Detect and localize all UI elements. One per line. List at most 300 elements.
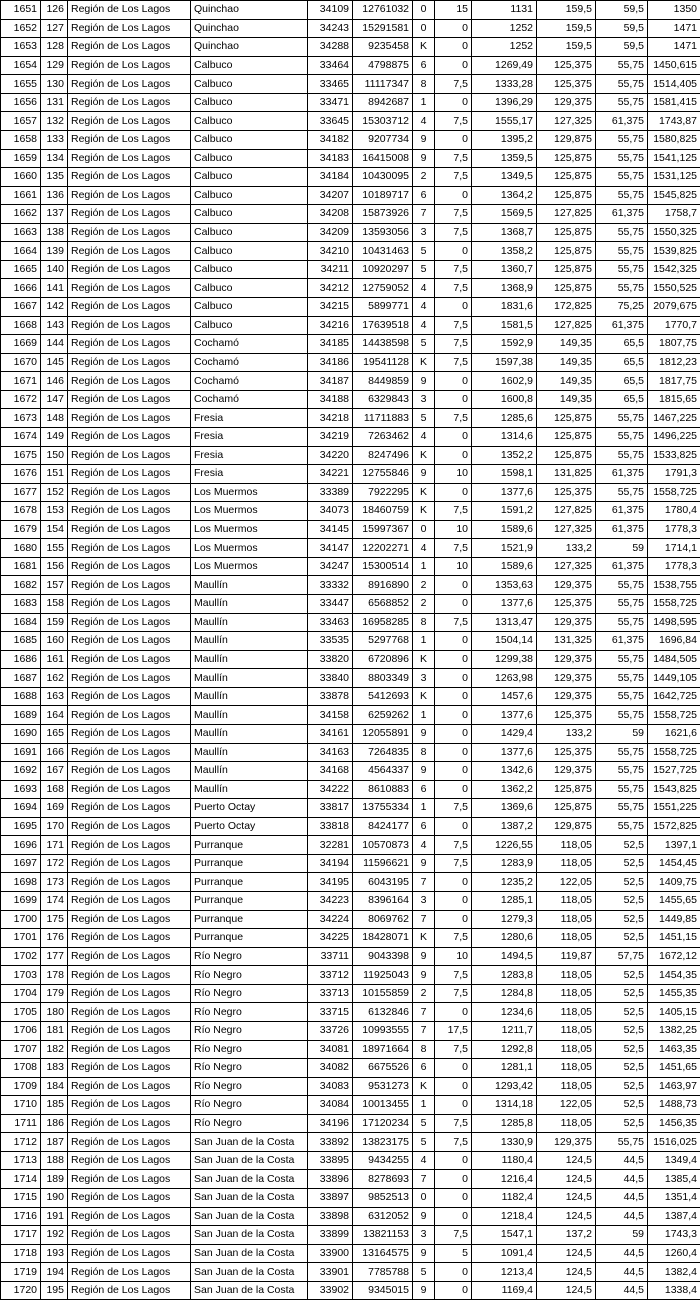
cell-region[interactable]: Región de Los Lagos: [68, 446, 191, 465]
cell-comuna[interactable]: Maullín: [191, 576, 308, 595]
cell-col8[interactable]: 0: [435, 892, 472, 911]
cell-col12[interactable]: 1542,325: [648, 260, 700, 279]
cell-code[interactable]: 33840: [308, 669, 353, 688]
cell-comuna[interactable]: Maullín: [191, 613, 308, 632]
cell-row[interactable]: 1691: [1, 743, 41, 762]
cell-index[interactable]: 157: [41, 576, 68, 595]
cell-col11[interactable]: 55,75: [596, 687, 648, 706]
cell-row[interactable]: 1653: [1, 38, 41, 57]
cell-col12[interactable]: 1498,595: [648, 613, 700, 632]
cell-index[interactable]: 147: [41, 390, 68, 409]
cell-dv[interactable]: 9: [413, 966, 435, 985]
cell-rut[interactable]: 5297768: [353, 632, 413, 651]
cell-comuna[interactable]: Puerto Octay: [191, 799, 308, 818]
cell-dv[interactable]: 5: [413, 1133, 435, 1152]
cell-comuna[interactable]: Purranque: [191, 836, 308, 855]
cell-rut[interactable]: 18971664: [353, 1040, 413, 1059]
cell-col12[interactable]: 1539,825: [648, 242, 700, 261]
cell-rut[interactable]: 8942687: [353, 93, 413, 112]
cell-col12[interactable]: 1527,725: [648, 762, 700, 781]
cell-code[interactable]: 34221: [308, 465, 353, 484]
cell-index[interactable]: 173: [41, 873, 68, 892]
cell-col9[interactable]: 1182,4: [472, 1189, 537, 1208]
cell-rut[interactable]: 4798875: [353, 56, 413, 75]
cell-col11[interactable]: 55,75: [596, 149, 648, 168]
cell-comuna[interactable]: Maullín: [191, 724, 308, 743]
cell-rut[interactable]: 9345015: [353, 1281, 413, 1300]
cell-col10[interactable]: 118,05: [537, 984, 596, 1003]
cell-comuna[interactable]: Maullín: [191, 687, 308, 706]
cell-col9[interactable]: 1299,38: [472, 650, 537, 669]
cell-col9[interactable]: 1353,63: [472, 576, 537, 595]
cell-region[interactable]: Región de Los Lagos: [68, 1207, 191, 1226]
cell-col8[interactable]: 0: [435, 446, 472, 465]
cell-code[interactable]: 33465: [308, 75, 353, 94]
cell-index[interactable]: 195: [41, 1281, 68, 1300]
cell-col10[interactable]: 149,35: [537, 335, 596, 354]
cell-index[interactable]: 187: [41, 1133, 68, 1152]
cell-col9[interactable]: 1285,8: [472, 1114, 537, 1133]
cell-dv[interactable]: 9: [413, 465, 435, 484]
cell-dv[interactable]: 2: [413, 168, 435, 187]
cell-col12[interactable]: 1455,65: [648, 892, 700, 911]
cell-code[interactable]: 33711: [308, 947, 353, 966]
cell-region[interactable]: Región de Los Lagos: [68, 1133, 191, 1152]
cell-comuna[interactable]: Maullín: [191, 650, 308, 669]
cell-rut[interactable]: 15300514: [353, 557, 413, 576]
cell-comuna[interactable]: Purranque: [191, 910, 308, 929]
cell-region[interactable]: Región de Los Lagos: [68, 799, 191, 818]
cell-col12[interactable]: 1642,725: [648, 687, 700, 706]
cell-col10[interactable]: 133,2: [537, 724, 596, 743]
cell-region[interactable]: Región de Los Lagos: [68, 335, 191, 354]
cell-region[interactable]: Región de Los Lagos: [68, 836, 191, 855]
cell-code[interactable]: 33447: [308, 595, 353, 614]
cell-index[interactable]: 177: [41, 947, 68, 966]
cell-index[interactable]: 179: [41, 984, 68, 1003]
cell-col12[interactable]: 1463,97: [648, 1077, 700, 1096]
cell-code[interactable]: 34195: [308, 873, 353, 892]
cell-col10[interactable]: 125,375: [537, 75, 596, 94]
cell-col12[interactable]: 1531,125: [648, 168, 700, 187]
cell-col10[interactable]: 122,05: [537, 873, 596, 892]
cell-row[interactable]: 1710: [1, 1096, 41, 1115]
cell-col10[interactable]: 124,5: [537, 1263, 596, 1282]
cell-row[interactable]: 1656: [1, 93, 41, 112]
cell-index[interactable]: 146: [41, 372, 68, 391]
cell-code[interactable]: 34073: [308, 502, 353, 521]
cell-row[interactable]: 1658: [1, 130, 41, 149]
cell-col11[interactable]: 55,75: [596, 613, 648, 632]
cell-col12[interactable]: 1743,87: [648, 112, 700, 131]
cell-col9[interactable]: 1377,6: [472, 706, 537, 725]
cell-col8[interactable]: 0: [435, 242, 472, 261]
cell-comuna[interactable]: Río Negro: [191, 1096, 308, 1115]
cell-row[interactable]: 1657: [1, 112, 41, 131]
cell-comuna[interactable]: Los Muermos: [191, 520, 308, 539]
cell-col12[interactable]: 1484,505: [648, 650, 700, 669]
cell-row[interactable]: 1666: [1, 279, 41, 298]
cell-comuna[interactable]: Maullín: [191, 743, 308, 762]
cell-col12[interactable]: 1463,35: [648, 1040, 700, 1059]
cell-code[interactable]: 34158: [308, 706, 353, 725]
cell-col8[interactable]: 0: [435, 1281, 472, 1300]
cell-rut[interactable]: 13755334: [353, 799, 413, 818]
cell-comuna[interactable]: Calbuco: [191, 279, 308, 298]
cell-rut[interactable]: 11596621: [353, 854, 413, 873]
cell-col12[interactable]: 1260,4: [648, 1244, 700, 1263]
cell-row[interactable]: 1675: [1, 446, 41, 465]
cell-col8[interactable]: 7,5: [435, 836, 472, 855]
cell-col8[interactable]: 0: [435, 595, 472, 614]
cell-col11[interactable]: 59,5: [596, 38, 648, 57]
cell-col12[interactable]: 1533,825: [648, 446, 700, 465]
cell-col9[interactable]: 1429,4: [472, 724, 537, 743]
cell-dv[interactable]: 3: [413, 223, 435, 242]
cell-col11[interactable]: 52,5: [596, 910, 648, 929]
cell-index[interactable]: 148: [41, 409, 68, 428]
cell-col11[interactable]: 55,75: [596, 799, 648, 818]
cell-col12[interactable]: 1581,415: [648, 93, 700, 112]
cell-index[interactable]: 137: [41, 205, 68, 224]
cell-region[interactable]: Región de Los Lagos: [68, 650, 191, 669]
cell-row[interactable]: 1713: [1, 1151, 41, 1170]
cell-code[interactable]: 34209: [308, 223, 353, 242]
cell-region[interactable]: Región de Los Lagos: [68, 724, 191, 743]
cell-comuna[interactable]: San Juan de la Costa: [191, 1133, 308, 1152]
cell-code[interactable]: 34109: [308, 1, 353, 20]
cell-comuna[interactable]: Los Muermos: [191, 483, 308, 502]
cell-rut[interactable]: 8278693: [353, 1170, 413, 1189]
cell-col9[interactable]: 1285,6: [472, 409, 537, 428]
cell-dv[interactable]: 2: [413, 576, 435, 595]
cell-index[interactable]: 174: [41, 892, 68, 911]
cell-comuna[interactable]: Fresia: [191, 446, 308, 465]
cell-code[interactable]: 34288: [308, 38, 353, 57]
cell-region[interactable]: Región de Los Lagos: [68, 502, 191, 521]
cell-col9[interactable]: 1598,1: [472, 465, 537, 484]
cell-index[interactable]: 186: [41, 1114, 68, 1133]
cell-col11[interactable]: 55,75: [596, 1133, 648, 1152]
cell-code[interactable]: 34207: [308, 186, 353, 205]
cell-row[interactable]: 1698: [1, 873, 41, 892]
cell-index[interactable]: 190: [41, 1189, 68, 1208]
cell-col10[interactable]: 125,875: [537, 260, 596, 279]
cell-index[interactable]: 151: [41, 465, 68, 484]
cell-dv[interactable]: K: [413, 483, 435, 502]
cell-index[interactable]: 139: [41, 242, 68, 261]
cell-col11[interactable]: 65,5: [596, 372, 648, 391]
cell-col9[interactable]: 1314,6: [472, 427, 537, 446]
cell-col12[interactable]: 1621,6: [648, 724, 700, 743]
cell-dv[interactable]: 4: [413, 112, 435, 131]
cell-rut[interactable]: 11925043: [353, 966, 413, 985]
cell-row[interactable]: 1660: [1, 168, 41, 187]
cell-row[interactable]: 1683: [1, 595, 41, 614]
cell-row[interactable]: 1711: [1, 1114, 41, 1133]
cell-code[interactable]: 34220: [308, 446, 353, 465]
cell-rut[interactable]: 10013455: [353, 1096, 413, 1115]
cell-col10[interactable]: 131,325: [537, 632, 596, 651]
cell-rut[interactable]: 16958285: [353, 613, 413, 632]
cell-index[interactable]: 140: [41, 260, 68, 279]
cell-rut[interactable]: 9434255: [353, 1151, 413, 1170]
cell-col9[interactable]: 1131: [472, 1, 537, 20]
cell-col8[interactable]: 7,5: [435, 168, 472, 187]
cell-index[interactable]: 128: [41, 38, 68, 57]
cell-index[interactable]: 160: [41, 632, 68, 651]
cell-col9[interactable]: 1591,2: [472, 502, 537, 521]
cell-rut[interactable]: 12202271: [353, 539, 413, 558]
cell-comuna[interactable]: Fresia: [191, 409, 308, 428]
cell-region[interactable]: Región de Los Lagos: [68, 1077, 191, 1096]
cell-region[interactable]: Región de Los Lagos: [68, 19, 191, 38]
cell-dv[interactable]: K: [413, 650, 435, 669]
cell-col8[interactable]: 10: [435, 465, 472, 484]
cell-col10[interactable]: 127,325: [537, 520, 596, 539]
cell-comuna[interactable]: Calbuco: [191, 130, 308, 149]
cell-rut[interactable]: 10993555: [353, 1021, 413, 1040]
cell-rut[interactable]: 10189717: [353, 186, 413, 205]
cell-col11[interactable]: 61,375: [596, 465, 648, 484]
cell-rut[interactable]: 8449859: [353, 372, 413, 391]
cell-col8[interactable]: 0: [435, 687, 472, 706]
cell-region[interactable]: Región de Los Lagos: [68, 1096, 191, 1115]
cell-comuna[interactable]: Calbuco: [191, 298, 308, 317]
cell-col9[interactable]: 1216,4: [472, 1170, 537, 1189]
cell-col11[interactable]: 59: [596, 1226, 648, 1245]
cell-row[interactable]: 1676: [1, 465, 41, 484]
cell-comuna[interactable]: Río Negro: [191, 1059, 308, 1078]
cell-col8[interactable]: 7,5: [435, 854, 472, 873]
cell-index[interactable]: 161: [41, 650, 68, 669]
cell-rut[interactable]: 12761032: [353, 1, 413, 20]
cell-rut[interactable]: 9531273: [353, 1077, 413, 1096]
cell-col12[interactable]: 1550,325: [648, 223, 700, 242]
cell-row[interactable]: 1689: [1, 706, 41, 725]
cell-col9[interactable]: 1494,5: [472, 947, 537, 966]
cell-region[interactable]: Región de Los Lagos: [68, 669, 191, 688]
cell-region[interactable]: Región de Los Lagos: [68, 576, 191, 595]
cell-col12[interactable]: 1815,65: [648, 390, 700, 409]
cell-col11[interactable]: 61,375: [596, 112, 648, 131]
cell-col8[interactable]: 7,5: [435, 1226, 472, 1245]
cell-index[interactable]: 163: [41, 687, 68, 706]
cell-col11[interactable]: 55,75: [596, 446, 648, 465]
cell-index[interactable]: 131: [41, 93, 68, 112]
cell-col9[interactable]: 1226,55: [472, 836, 537, 855]
cell-dv[interactable]: 2: [413, 595, 435, 614]
cell-col8[interactable]: 0: [435, 1077, 472, 1096]
cell-col8[interactable]: 15: [435, 1, 472, 20]
cell-index[interactable]: 192: [41, 1226, 68, 1245]
cell-index[interactable]: 134: [41, 149, 68, 168]
cell-col10[interactable]: 159,5: [537, 1, 596, 20]
cell-col12[interactable]: 1558,725: [648, 743, 700, 762]
cell-col11[interactable]: 55,75: [596, 223, 648, 242]
cell-col9[interactable]: 1555,17: [472, 112, 537, 131]
cell-col10[interactable]: 125,875: [537, 409, 596, 428]
cell-col8[interactable]: 0: [435, 576, 472, 595]
cell-rut[interactable]: 19541128: [353, 353, 413, 372]
cell-col8[interactable]: 7,5: [435, 984, 472, 1003]
cell-row[interactable]: 1659: [1, 149, 41, 168]
cell-region[interactable]: Región de Los Lagos: [68, 873, 191, 892]
cell-comuna[interactable]: San Juan de la Costa: [191, 1281, 308, 1300]
cell-comuna[interactable]: Calbuco: [191, 186, 308, 205]
cell-col11[interactable]: 55,75: [596, 706, 648, 725]
cell-comuna[interactable]: San Juan de la Costa: [191, 1244, 308, 1263]
cell-region[interactable]: Región de Los Lagos: [68, 168, 191, 187]
cell-row[interactable]: 1674: [1, 427, 41, 446]
cell-row[interactable]: 1706: [1, 1021, 41, 1040]
cell-col8[interactable]: 7,5: [435, 316, 472, 335]
cell-code[interactable]: 34083: [308, 1077, 353, 1096]
cell-col9[interactable]: 1169,4: [472, 1281, 537, 1300]
cell-col12[interactable]: 1451,15: [648, 929, 700, 948]
cell-col9[interactable]: 1504,14: [472, 632, 537, 651]
cell-code[interactable]: 34168: [308, 762, 353, 781]
cell-col8[interactable]: 0: [435, 780, 472, 799]
cell-col8[interactable]: 7,5: [435, 613, 472, 632]
cell-code[interactable]: 33818: [308, 817, 353, 836]
cell-dv[interactable]: 6: [413, 780, 435, 799]
cell-col9[interactable]: 1589,6: [472, 557, 537, 576]
cell-dv[interactable]: 7: [413, 910, 435, 929]
cell-rut[interactable]: 10430095: [353, 168, 413, 187]
cell-rut[interactable]: 6568852: [353, 595, 413, 614]
cell-comuna[interactable]: San Juan de la Costa: [191, 1226, 308, 1245]
cell-index[interactable]: 189: [41, 1170, 68, 1189]
cell-index[interactable]: 166: [41, 743, 68, 762]
cell-col12[interactable]: 1778,3: [648, 520, 700, 539]
cell-dv[interactable]: 0: [413, 1, 435, 20]
cell-comuna[interactable]: San Juan de la Costa: [191, 1170, 308, 1189]
cell-col12[interactable]: 1409,75: [648, 873, 700, 892]
cell-index[interactable]: 156: [41, 557, 68, 576]
cell-dv[interactable]: 3: [413, 1226, 435, 1245]
cell-row[interactable]: 1699: [1, 892, 41, 911]
cell-col11[interactable]: 52,5: [596, 1059, 648, 1078]
cell-index[interactable]: 127: [41, 19, 68, 38]
cell-rut[interactable]: 15303712: [353, 112, 413, 131]
cell-rut[interactable]: 8396164: [353, 892, 413, 911]
cell-region[interactable]: Región de Los Lagos: [68, 780, 191, 799]
cell-col8[interactable]: 0: [435, 817, 472, 836]
cell-index[interactable]: 144: [41, 335, 68, 354]
cell-comuna[interactable]: Fresia: [191, 465, 308, 484]
cell-col11[interactable]: 52,5: [596, 873, 648, 892]
cell-col11[interactable]: 55,75: [596, 279, 648, 298]
cell-col8[interactable]: 0: [435, 873, 472, 892]
cell-col10[interactable]: 127,825: [537, 502, 596, 521]
cell-col8[interactable]: 0: [435, 1151, 472, 1170]
cell-rut[interactable]: 6132846: [353, 1003, 413, 1022]
cell-col8[interactable]: 0: [435, 130, 472, 149]
cell-col10[interactable]: 159,5: [537, 38, 596, 57]
cell-row[interactable]: 1671: [1, 372, 41, 391]
cell-col11[interactable]: 55,75: [596, 762, 648, 781]
cell-col8[interactable]: 7,5: [435, 929, 472, 948]
cell-row[interactable]: 1690: [1, 724, 41, 743]
cell-col8[interactable]: 0: [435, 706, 472, 725]
cell-region[interactable]: Región de Los Lagos: [68, 743, 191, 762]
cell-col10[interactable]: 118,05: [537, 854, 596, 873]
cell-comuna[interactable]: Maullín: [191, 595, 308, 614]
cell-rut[interactable]: 9043398: [353, 947, 413, 966]
cell-row[interactable]: 1662: [1, 205, 41, 224]
cell-col11[interactable]: 44,5: [596, 1281, 648, 1300]
cell-region[interactable]: Región de Los Lagos: [68, 130, 191, 149]
cell-region[interactable]: Región de Los Lagos: [68, 1170, 191, 1189]
cell-index[interactable]: 150: [41, 446, 68, 465]
cell-index[interactable]: 194: [41, 1263, 68, 1282]
cell-col9[interactable]: 1279,3: [472, 910, 537, 929]
cell-col11[interactable]: 61,375: [596, 632, 648, 651]
cell-col10[interactable]: 125,875: [537, 799, 596, 818]
cell-comuna[interactable]: San Juan de la Costa: [191, 1189, 308, 1208]
cell-index[interactable]: 152: [41, 483, 68, 502]
cell-col10[interactable]: 124,5: [537, 1170, 596, 1189]
cell-rut[interactable]: 5412693: [353, 687, 413, 706]
cell-row[interactable]: 1678: [1, 502, 41, 521]
cell-code[interactable]: 34081: [308, 1040, 353, 1059]
cell-col9[interactable]: 1213,4: [472, 1263, 537, 1282]
cell-col9[interactable]: 1285,1: [472, 892, 537, 911]
cell-col11[interactable]: 55,75: [596, 260, 648, 279]
cell-col8[interactable]: 0: [435, 186, 472, 205]
cell-col12[interactable]: 1778,3: [648, 557, 700, 576]
cell-col10[interactable]: 118,05: [537, 1114, 596, 1133]
cell-col12[interactable]: 1817,75: [648, 372, 700, 391]
cell-col9[interactable]: 1349,5: [472, 168, 537, 187]
cell-col12[interactable]: 1514,405: [648, 75, 700, 94]
cell-code[interactable]: 33463: [308, 613, 353, 632]
cell-row[interactable]: 1687: [1, 669, 41, 688]
cell-index[interactable]: 149: [41, 427, 68, 446]
cell-rut[interactable]: 8916890: [353, 576, 413, 595]
cell-col9[interactable]: 1368,7: [472, 223, 537, 242]
cell-dv[interactable]: 1: [413, 632, 435, 651]
cell-col10[interactable]: 125,875: [537, 279, 596, 298]
cell-code[interactable]: 33817: [308, 799, 353, 818]
cell-index[interactable]: 165: [41, 724, 68, 743]
cell-code[interactable]: 34182: [308, 130, 353, 149]
cell-index[interactable]: 169: [41, 799, 68, 818]
cell-col8[interactable]: 0: [435, 743, 472, 762]
cell-region[interactable]: Región de Los Lagos: [68, 75, 191, 94]
cell-rut[interactable]: 14438598: [353, 335, 413, 354]
cell-index[interactable]: 132: [41, 112, 68, 131]
cell-col12[interactable]: 1714,1: [648, 539, 700, 558]
cell-code[interactable]: 33712: [308, 966, 353, 985]
cell-dv[interactable]: 4: [413, 316, 435, 335]
cell-rut[interactable]: 8247496: [353, 446, 413, 465]
cell-rut[interactable]: 12055891: [353, 724, 413, 743]
cell-rut[interactable]: 18460759: [353, 502, 413, 521]
cell-comuna[interactable]: Maullín: [191, 706, 308, 725]
cell-col10[interactable]: 127,325: [537, 557, 596, 576]
cell-code[interactable]: 34243: [308, 19, 353, 38]
cell-index[interactable]: 175: [41, 910, 68, 929]
cell-col10[interactable]: 118,05: [537, 929, 596, 948]
cell-rut[interactable]: 8803349: [353, 669, 413, 688]
cell-col9[interactable]: 1362,2: [472, 780, 537, 799]
cell-col11[interactable]: 44,5: [596, 1151, 648, 1170]
cell-region[interactable]: Región de Los Lagos: [68, 520, 191, 539]
cell-index[interactable]: 188: [41, 1151, 68, 1170]
cell-col12[interactable]: 1758,7: [648, 205, 700, 224]
